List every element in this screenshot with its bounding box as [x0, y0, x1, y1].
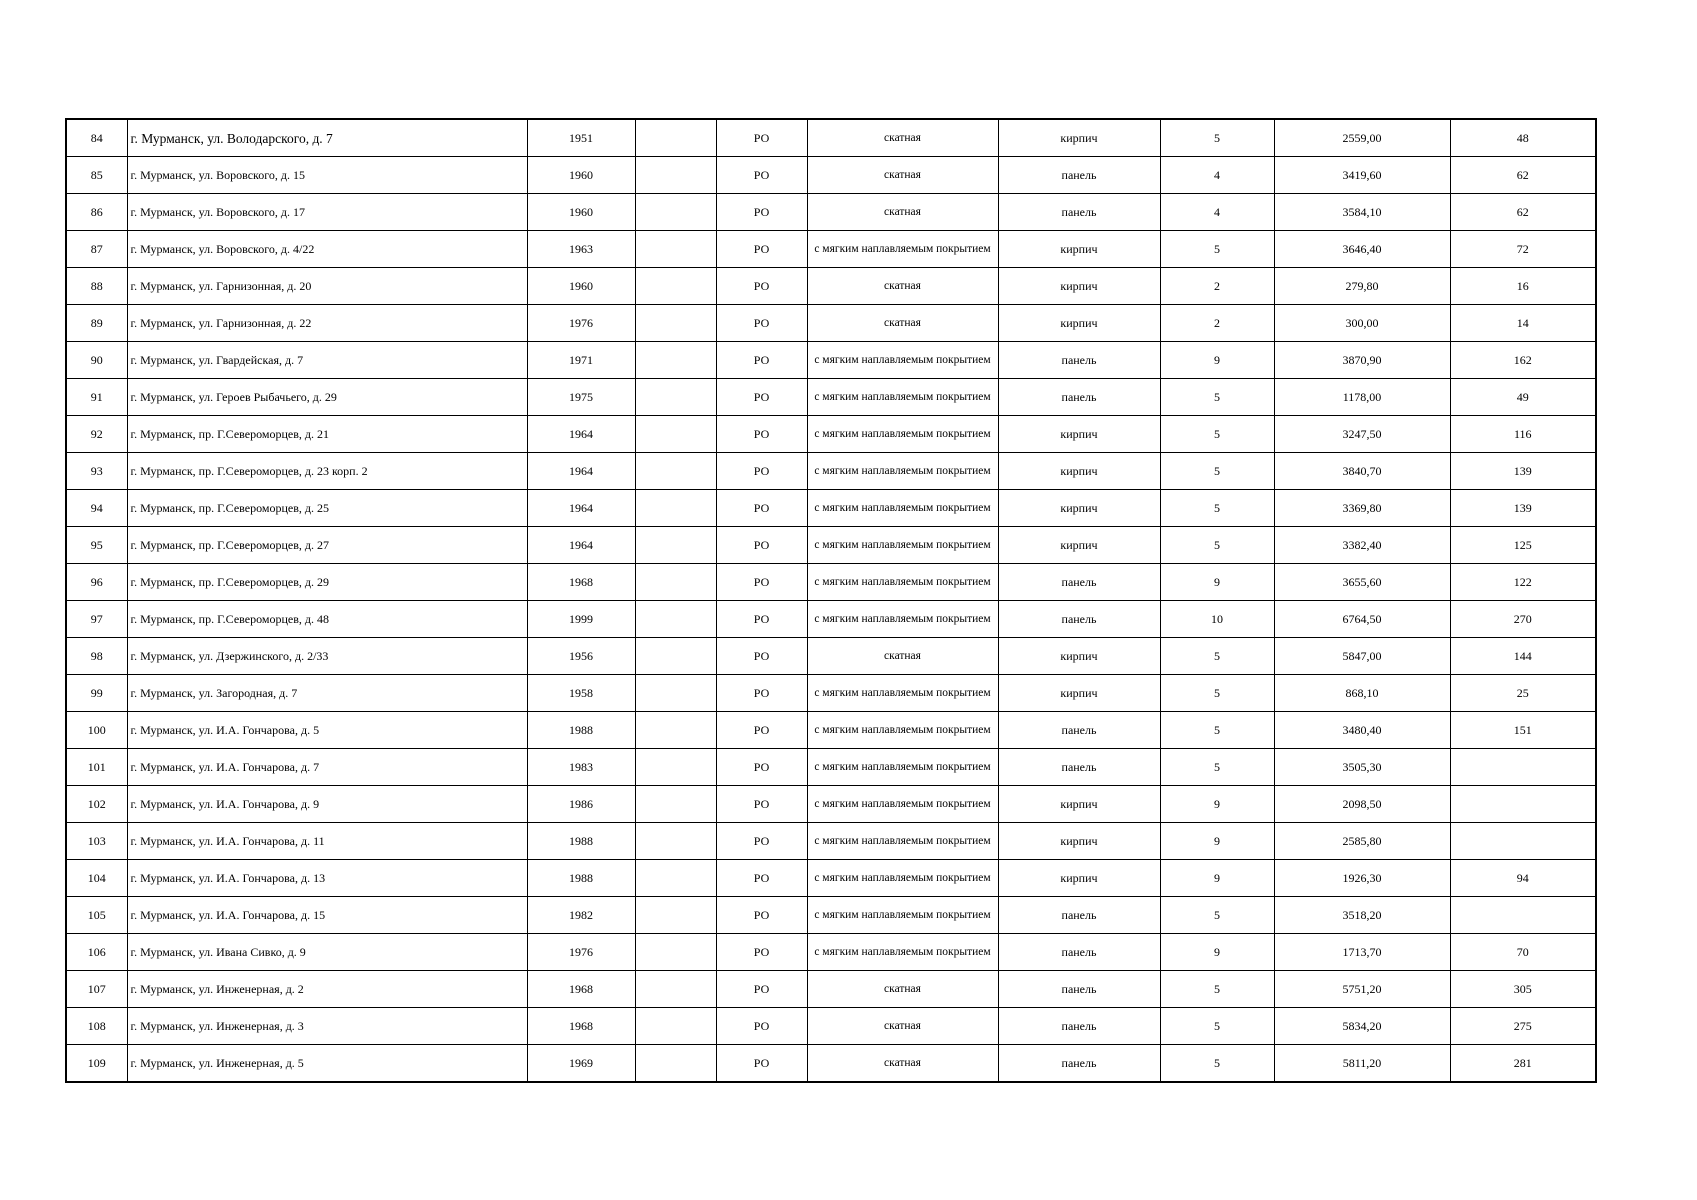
area-cell: 5847,00 [1274, 638, 1450, 675]
wall-material-cell: панель [998, 1045, 1160, 1083]
empty-cell [635, 786, 716, 823]
count-cell: 144 [1450, 638, 1596, 675]
code-cell: РО [716, 934, 807, 971]
wall-material-cell: панель [998, 342, 1160, 379]
year-cell: 1975 [527, 379, 635, 416]
empty-cell [635, 490, 716, 527]
address-cell: г. Мурманск, ул. И.А. Гончарова, д. 7 [127, 749, 527, 786]
empty-cell [635, 971, 716, 1008]
table-row [66, 119, 1596, 157]
address-cell: г. Мурманск, пр. Г.Североморцев, д. 21 [127, 416, 527, 453]
table-row [66, 897, 1596, 934]
code-cell: РО [716, 268, 807, 305]
row-number-cell: 94 [66, 490, 127, 527]
wall-material-cell: кирпич [998, 305, 1160, 342]
count-cell [1450, 823, 1596, 860]
address-cell: г. Мурманск, ул. Гарнизонная, д. 20 [127, 268, 527, 305]
row-number-cell: 109 [66, 1045, 127, 1083]
code-cell: РО [716, 897, 807, 934]
count-cell: 275 [1450, 1008, 1596, 1045]
floors-cell: 9 [1160, 934, 1274, 971]
count-cell: 16 [1450, 268, 1596, 305]
roof-type-cell: с мягким наплавляемым покрытием [807, 564, 998, 601]
address-cell: г. Мурманск, пр. Г.Североморцев, д. 27 [127, 527, 527, 564]
row-number-cell: 103 [66, 823, 127, 860]
empty-cell [635, 638, 716, 675]
empty-cell [635, 712, 716, 749]
empty-cell [635, 453, 716, 490]
code-cell: РО [716, 1045, 807, 1083]
empty-cell [635, 564, 716, 601]
roof-type-cell: скатная [807, 1008, 998, 1045]
year-cell: 1971 [527, 342, 635, 379]
year-cell: 1964 [527, 490, 635, 527]
wall-material-cell: кирпич [998, 675, 1160, 712]
floors-cell: 5 [1160, 119, 1274, 157]
count-cell: 25 [1450, 675, 1596, 712]
year-cell: 1964 [527, 416, 635, 453]
row-number-cell: 87 [66, 231, 127, 268]
address-cell: г. Мурманск, пр. Г.Североморцев, д. 48 [127, 601, 527, 638]
roof-type-cell: с мягким наплавляемым покрытием [807, 749, 998, 786]
count-cell [1450, 897, 1596, 934]
year-cell: 1964 [527, 453, 635, 490]
row-number-cell: 104 [66, 860, 127, 897]
code-cell: РО [716, 416, 807, 453]
table-row [66, 860, 1596, 897]
wall-material-cell: панель [998, 379, 1160, 416]
area-cell: 3655,60 [1274, 564, 1450, 601]
address-cell: г. Мурманск, ул. Воровского, д. 17 [127, 194, 527, 231]
address-cell: г. Мурманск, пр. Г.Североморцев, д. 29 [127, 564, 527, 601]
area-cell: 1178,00 [1274, 379, 1450, 416]
empty-cell [635, 1045, 716, 1083]
address-cell: г. Мурманск, пр. Г.Североморцев, д. 23 корп. 2 [127, 453, 527, 490]
row-number-cell: 92 [66, 416, 127, 453]
roof-type-cell: с мягким наплавляемым покрытием [807, 416, 998, 453]
table-row [66, 749, 1596, 786]
code-cell: РО [716, 1008, 807, 1045]
wall-material-cell: кирпич [998, 416, 1160, 453]
table-row [66, 342, 1596, 379]
roof-type-cell: скатная [807, 157, 998, 194]
row-number-cell: 106 [66, 934, 127, 971]
count-cell: 125 [1450, 527, 1596, 564]
floors-cell: 9 [1160, 564, 1274, 601]
count-cell [1450, 786, 1596, 823]
row-number-cell: 88 [66, 268, 127, 305]
floors-cell: 4 [1160, 157, 1274, 194]
empty-cell [635, 527, 716, 564]
code-cell: РО [716, 194, 807, 231]
roof-type-cell: с мягким наплавляемым покрытием [807, 342, 998, 379]
table-row [66, 1008, 1596, 1045]
area-cell: 300,00 [1274, 305, 1450, 342]
address-cell: г. Мурманск, ул. Гарнизонная, д. 22 [127, 305, 527, 342]
year-cell: 1960 [527, 157, 635, 194]
wall-material-cell: кирпич [998, 490, 1160, 527]
address-cell: г. Мурманск, ул. Инженерная, д. 3 [127, 1008, 527, 1045]
address-cell: г. Мурманск, ул. Дзержинского, д. 2/33 [127, 638, 527, 675]
roof-type-cell: с мягким наплавляемым покрытием [807, 231, 998, 268]
wall-material-cell: кирпич [998, 231, 1160, 268]
area-cell: 5834,20 [1274, 1008, 1450, 1045]
roof-type-cell: с мягким наплавляемым покрытием [807, 527, 998, 564]
address-cell: г. Мурманск, ул. Загородная, д. 7 [127, 675, 527, 712]
year-cell: 1976 [527, 934, 635, 971]
wall-material-cell: панель [998, 601, 1160, 638]
empty-cell [635, 342, 716, 379]
code-cell: РО [716, 601, 807, 638]
code-cell: РО [716, 305, 807, 342]
area-cell: 3646,40 [1274, 231, 1450, 268]
count-cell: 48 [1450, 119, 1596, 157]
roof-type-cell: с мягким наплавляемым покрытием [807, 453, 998, 490]
area-cell: 279,80 [1274, 268, 1450, 305]
area-cell: 5811,20 [1274, 1045, 1450, 1083]
empty-cell [635, 119, 716, 157]
code-cell: РО [716, 971, 807, 1008]
year-cell: 1988 [527, 860, 635, 897]
floors-cell: 5 [1160, 1045, 1274, 1083]
count-cell: 94 [1450, 860, 1596, 897]
table-row [66, 157, 1596, 194]
empty-cell [635, 749, 716, 786]
floors-cell: 5 [1160, 971, 1274, 1008]
code-cell: РО [716, 379, 807, 416]
wall-material-cell: кирпич [998, 860, 1160, 897]
table-row [66, 231, 1596, 268]
roof-type-cell: с мягким наплавляемым покрытием [807, 823, 998, 860]
row-number-cell: 93 [66, 453, 127, 490]
code-cell: РО [716, 823, 807, 860]
table-row [66, 934, 1596, 971]
year-cell: 1988 [527, 712, 635, 749]
wall-material-cell: панель [998, 897, 1160, 934]
area-cell: 1713,70 [1274, 934, 1450, 971]
area-cell: 5751,20 [1274, 971, 1450, 1008]
floors-cell: 9 [1160, 786, 1274, 823]
area-cell: 1926,30 [1274, 860, 1450, 897]
floors-cell: 5 [1160, 490, 1274, 527]
count-cell: 281 [1450, 1045, 1596, 1083]
area-cell: 3584,10 [1274, 194, 1450, 231]
empty-cell [635, 1008, 716, 1045]
row-number-cell: 89 [66, 305, 127, 342]
count-cell: 162 [1450, 342, 1596, 379]
year-cell: 1986 [527, 786, 635, 823]
code-cell: РО [716, 564, 807, 601]
year-cell: 1999 [527, 601, 635, 638]
roof-type-cell: с мягким наплавляемым покрытием [807, 786, 998, 823]
code-cell: РО [716, 638, 807, 675]
wall-material-cell: кирпич [998, 268, 1160, 305]
code-cell: РО [716, 749, 807, 786]
table-row [66, 971, 1596, 1008]
table-row [66, 527, 1596, 564]
code-cell: РО [716, 231, 807, 268]
floors-cell: 5 [1160, 675, 1274, 712]
empty-cell [635, 601, 716, 638]
row-number-cell: 105 [66, 897, 127, 934]
area-cell: 3247,50 [1274, 416, 1450, 453]
row-number-cell: 95 [66, 527, 127, 564]
table-row [66, 416, 1596, 453]
empty-cell [635, 305, 716, 342]
row-number-cell: 102 [66, 786, 127, 823]
wall-material-cell: панель [998, 157, 1160, 194]
empty-cell [635, 897, 716, 934]
year-cell: 1963 [527, 231, 635, 268]
year-cell: 1968 [527, 971, 635, 1008]
row-number-cell: 86 [66, 194, 127, 231]
row-number-cell: 108 [66, 1008, 127, 1045]
address-cell: г. Мурманск, ул. Володарского, д. 7 [127, 119, 527, 157]
table-row [66, 1045, 1596, 1083]
floors-cell: 5 [1160, 749, 1274, 786]
roof-type-cell: с мягким наплавляемым покрытием [807, 490, 998, 527]
empty-cell [635, 675, 716, 712]
code-cell: РО [716, 453, 807, 490]
empty-cell [635, 157, 716, 194]
empty-cell [635, 379, 716, 416]
table-row [66, 638, 1596, 675]
count-cell: 151 [1450, 712, 1596, 749]
row-number-cell: 99 [66, 675, 127, 712]
roof-type-cell: скатная [807, 638, 998, 675]
wall-material-cell: панель [998, 712, 1160, 749]
wall-material-cell: кирпич [998, 119, 1160, 157]
table-row [66, 675, 1596, 712]
address-cell: г. Мурманск, ул. И.А. Гончарова, д. 9 [127, 786, 527, 823]
count-cell: 116 [1450, 416, 1596, 453]
year-cell: 1976 [527, 305, 635, 342]
code-cell: РО [716, 675, 807, 712]
count-cell: 122 [1450, 564, 1596, 601]
floors-cell: 5 [1160, 527, 1274, 564]
row-number-cell: 100 [66, 712, 127, 749]
roof-type-cell: скатная [807, 305, 998, 342]
address-cell: г. Мурманск, пр. Г.Североморцев, д. 25 [127, 490, 527, 527]
wall-material-cell: кирпич [998, 786, 1160, 823]
floors-cell: 5 [1160, 453, 1274, 490]
floors-cell: 5 [1160, 231, 1274, 268]
year-cell: 1951 [527, 119, 635, 157]
count-cell: 49 [1450, 379, 1596, 416]
row-number-cell: 101 [66, 749, 127, 786]
table-row [66, 453, 1596, 490]
table-row [66, 379, 1596, 416]
area-cell: 2585,80 [1274, 823, 1450, 860]
year-cell: 1988 [527, 823, 635, 860]
year-cell: 1958 [527, 675, 635, 712]
row-number-cell: 96 [66, 564, 127, 601]
area-cell: 3518,20 [1274, 897, 1450, 934]
address-cell: г. Мурманск, ул. Гвардейская, д. 7 [127, 342, 527, 379]
year-cell: 1960 [527, 268, 635, 305]
code-cell: РО [716, 342, 807, 379]
roof-type-cell: с мягким наплавляемым покрытием [807, 860, 998, 897]
area-cell: 3840,70 [1274, 453, 1450, 490]
floors-cell: 5 [1160, 379, 1274, 416]
table-row [66, 823, 1596, 860]
area-cell: 3382,40 [1274, 527, 1450, 564]
count-cell: 270 [1450, 601, 1596, 638]
table-body [66, 119, 1596, 1082]
address-cell: г. Мурманск, ул. И.А. Гончарова, д. 13 [127, 860, 527, 897]
empty-cell [635, 416, 716, 453]
wall-material-cell: панель [998, 934, 1160, 971]
floors-cell: 9 [1160, 342, 1274, 379]
address-cell: г. Мурманск, ул. Инженерная, д. 5 [127, 1045, 527, 1083]
code-cell: РО [716, 712, 807, 749]
count-cell: 62 [1450, 194, 1596, 231]
row-number-cell: 85 [66, 157, 127, 194]
code-cell: РО [716, 786, 807, 823]
roof-type-cell: скатная [807, 194, 998, 231]
year-cell: 1982 [527, 897, 635, 934]
year-cell: 1968 [527, 1008, 635, 1045]
code-cell: РО [716, 157, 807, 194]
empty-cell [635, 268, 716, 305]
wall-material-cell: кирпич [998, 638, 1160, 675]
empty-cell [635, 934, 716, 971]
row-number-cell: 91 [66, 379, 127, 416]
row-number-cell: 107 [66, 971, 127, 1008]
year-cell: 1968 [527, 564, 635, 601]
year-cell: 1969 [527, 1045, 635, 1083]
area-cell: 6764,50 [1274, 601, 1450, 638]
empty-cell [635, 194, 716, 231]
area-cell: 2098,50 [1274, 786, 1450, 823]
address-cell: г. Мурманск, ул. Героев Рыбачьего, д. 29 [127, 379, 527, 416]
roof-type-cell: с мягким наплавляемым покрытием [807, 897, 998, 934]
roof-type-cell: скатная [807, 971, 998, 1008]
code-cell: РО [716, 527, 807, 564]
floors-cell: 5 [1160, 712, 1274, 749]
floors-cell: 5 [1160, 1008, 1274, 1045]
floors-cell: 2 [1160, 268, 1274, 305]
count-cell: 305 [1450, 971, 1596, 1008]
floors-cell: 2 [1160, 305, 1274, 342]
area-cell: 868,10 [1274, 675, 1450, 712]
floors-cell: 5 [1160, 638, 1274, 675]
row-number-cell: 97 [66, 601, 127, 638]
floors-cell: 5 [1160, 897, 1274, 934]
year-cell: 1964 [527, 527, 635, 564]
table-row [66, 305, 1596, 342]
table-row [66, 712, 1596, 749]
roof-type-cell: скатная [807, 268, 998, 305]
count-cell: 72 [1450, 231, 1596, 268]
building-registry-table [65, 118, 1597, 1083]
area-cell: 3480,40 [1274, 712, 1450, 749]
wall-material-cell: панель [998, 749, 1160, 786]
floors-cell: 5 [1160, 416, 1274, 453]
roof-type-cell: с мягким наплавляемым покрытием [807, 712, 998, 749]
area-cell: 3369,80 [1274, 490, 1450, 527]
roof-type-cell: с мягким наплавляемым покрытием [807, 675, 998, 712]
code-cell: РО [716, 860, 807, 897]
roof-type-cell: с мягким наплавляемым покрытием [807, 601, 998, 638]
address-cell: г. Мурманск, ул. Воровского, д. 15 [127, 157, 527, 194]
address-cell: г. Мурманск, ул. Ивана Сивко, д. 9 [127, 934, 527, 971]
table-row [66, 268, 1596, 305]
table-row [66, 601, 1596, 638]
wall-material-cell: кирпич [998, 823, 1160, 860]
empty-cell [635, 823, 716, 860]
code-cell: РО [716, 490, 807, 527]
empty-cell [635, 231, 716, 268]
floors-cell: 9 [1160, 860, 1274, 897]
address-cell: г. Мурманск, ул. И.А. Гончарова, д. 15 [127, 897, 527, 934]
row-number-cell: 98 [66, 638, 127, 675]
roof-type-cell: с мягким наплавляемым покрытием [807, 379, 998, 416]
wall-material-cell: кирпич [998, 453, 1160, 490]
row-number-cell: 90 [66, 342, 127, 379]
wall-material-cell: кирпич [998, 527, 1160, 564]
table-row [66, 786, 1596, 823]
floors-cell: 9 [1160, 823, 1274, 860]
count-cell [1450, 749, 1596, 786]
floors-cell: 10 [1160, 601, 1274, 638]
floors-cell: 4 [1160, 194, 1274, 231]
empty-cell [635, 860, 716, 897]
area-cell: 2559,00 [1274, 119, 1450, 157]
wall-material-cell: панель [998, 194, 1160, 231]
address-cell: г. Мурманск, ул. И.А. Гончарова, д. 11 [127, 823, 527, 860]
count-cell: 70 [1450, 934, 1596, 971]
count-cell: 62 [1450, 157, 1596, 194]
address-cell: г. Мурманск, ул. Инженерная, д. 2 [127, 971, 527, 1008]
count-cell: 14 [1450, 305, 1596, 342]
roof-type-cell: с мягким наплавляемым покрытием [807, 934, 998, 971]
wall-material-cell: панель [998, 1008, 1160, 1045]
area-cell: 3419,60 [1274, 157, 1450, 194]
roof-type-cell: скатная [807, 119, 998, 157]
count-cell: 139 [1450, 453, 1596, 490]
year-cell: 1956 [527, 638, 635, 675]
table-row [66, 194, 1596, 231]
year-cell: 1983 [527, 749, 635, 786]
roof-type-cell: скатная [807, 1045, 998, 1083]
area-cell: 3870,90 [1274, 342, 1450, 379]
address-cell: г. Мурманск, ул. И.А. Гончарова, д. 5 [127, 712, 527, 749]
row-number-cell: 84 [66, 119, 127, 157]
area-cell: 3505,30 [1274, 749, 1450, 786]
wall-material-cell: панель [998, 564, 1160, 601]
year-cell: 1960 [527, 194, 635, 231]
table-row [66, 564, 1596, 601]
count-cell: 139 [1450, 490, 1596, 527]
wall-material-cell: панель [998, 971, 1160, 1008]
code-cell: РО [716, 119, 807, 157]
table-row [66, 490, 1596, 527]
address-cell: г. Мурманск, ул. Воровского, д. 4/22 [127, 231, 527, 268]
